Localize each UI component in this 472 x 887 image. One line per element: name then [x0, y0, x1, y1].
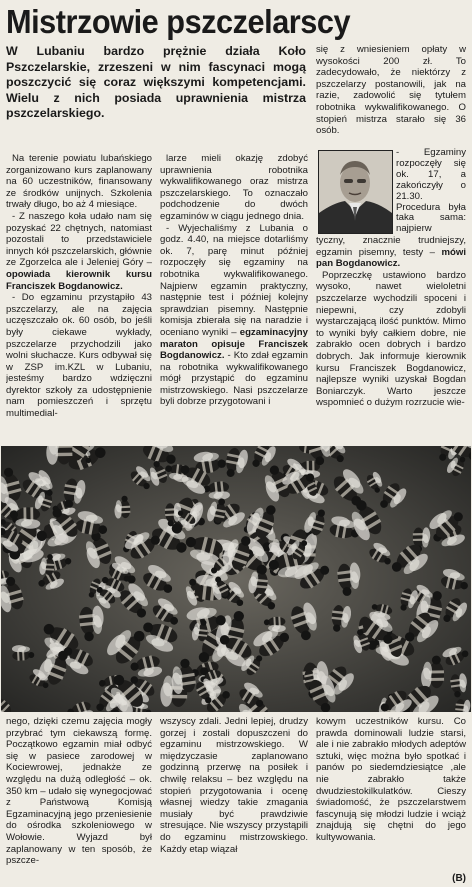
paragraph: wszyscy zdali. Jedni lepiej, drudzy gorzej i zostali dopuszczeni do egzaminu mistrzowskiego. W międzyczasie zaplanowano godzinną przerwę na posiłek i chwilę relaksu – bez względu na stopień przygotowania i ocenę własnej wiedzy takie zmagania musiały być prawdziwie stresujące. Nie wszyscy przystąpili do egzaminu mistrzowskiego. Każdy etap wiązał: [160, 716, 308, 855]
quote-attribution: egzaminacyjny maraton opisuje Franciszek Bogdanowicz.: [160, 326, 308, 362]
article-column-3-top: [316, 44, 466, 147]
author-signature: (B): [452, 873, 466, 884]
paragraph: się z wniesieniem opłaty w wysokości 200 zł. To zadecydowało, że niektórzy z pszczelarzy postanowili, jak na razie, zadowolić się tytułem robotnika wykwalifikowanego. O stopień mistrza starało się 36 osób.: [316, 44, 466, 137]
paragraph: - Egzaminy rozpoczęły się ok. 17, a zakończyły o 21.30. Procedura była taka sama: najpierw: [396, 148, 466, 234]
lead-paragraph: W Lubaniu bardzo prężnie działa Koło Pszczelarskie, zrzeszeni w nim fascynaci mogą poszczycić się coraz większymi kompetencjami. Wielu z nich posiada uprawnienia mistrza pszczelarskiego.: [6, 44, 306, 120]
portrait-photo: [318, 150, 393, 234]
article-column-2: [160, 153, 308, 436]
paragraph: nego, dzięki czemu zajęcia mogły przybrać tym ciekawszą formę. Początkowo egzamin miał odbyć się w pasiece zarodowej w Kociewrowej, jednakże ze względu na dużą odległość – ok. 350 km – udało się wynegocjować z Państwową Komisją Egzaminacyjną jego przeniesienie do ośrodka szkoleniowego w Wołowie. Wyjazd był zaplanowany w ten sposób, że pszcze-: [6, 716, 152, 867]
quote-attribution: opowiada kierownik kursu Franciszek Bogdanowicz.: [6, 268, 152, 292]
paragraph: Poprzeczkę ustawiono bardzo wysoko, nawet wieloletni pszczelarze wychodzili spoceni i niepewni, czy zdobyli wystarczającą ilość punktów. Mimo to wyniki były całkiem dobre, nie zabrakło ocen dobrych i bardzo dobrych. Jak informuje kierownik kursu Franciszek Bogdanowicz, najlepsze wyniki uzyskał Bogdan Boniarczyk. Warto jeszcze wspomnieć o dużym rozrzucie wie-: [316, 269, 466, 409]
paragraph: Na terenie powiatu lubańskiego zorganizowano kurs zaplanowany na 60 uczestników, finansowany ze środków unijnych. Szkolenia trwały długo, bo aż 4 miesiące.: [6, 153, 152, 211]
article-column-3-beside-photo: [396, 148, 466, 234]
article-column-6: [316, 716, 466, 884]
headline: Mistrzowie pszczelarscy: [6, 3, 351, 40]
paragraph: - Do egzaminu przystąpiło 43 pszczelarzy, ale na zajęcia uczęszczało ok. 60 osób, bo jeśli były ciekawe wykłady, pszczelarze przychodzili jako wolni słuchacze. Kurs odbywał się w ZSP im.KZL w Lubaniu, jesteśmy bardzo wdzięczni dyrektor szkoły za udostępnienie nam pomieszczeń i sprzętu multimedial-: [6, 292, 152, 420]
article-column-1: [6, 153, 152, 436]
paragraph: - Z naszego koła udało nam się pozyskać 22 chętnych, natomiast pozostali to przedstawiciele innych kół pszczelarskich, głównie ze Zgorzelca ale i Jeleniej Góry – opowiada kierownik kursu Franciszek Bogdanowicz.: [6, 210, 152, 292]
bees-photo: [1, 446, 471, 712]
paragraph: - Wyjechaliśmy z Lubania o godz. 4.40, na miejsce dotarliśmy ok. 7, parę minut później rozpoczęły się egzaminy na robotnika wykwalifikowanego. Najpierw egzamin praktyczny, następnie test i później kolejny sprawdzian pisemny. Następnie komisja zbierała się na naradzie i oceniano wyniki – egzaminacyjny maraton opisuje Franciszek Bogdanowicz. - Kto zdał egzamin na robotnika wykwalifikowanego mógł przystąpić do egzaminu mistrzowskiego. Nasi pszczelarze byli dobrze przygotowani i: [160, 222, 308, 408]
article-column-4: [6, 716, 152, 884]
paragraph: tyczny, znacznie trudniejszy, egzamin pisemny, testy – mówi pan Bogdanowicz.: [316, 235, 466, 270]
paragraph: kowym uczestników kursu. Co prawda dominowali ludzie starsi, ale i nie zabrakło młodych adeptów sztuki, więc można było spotkać i panów po siedemdziesiątce ,ale nie zabrakło także dwudziestokilkulatków. Cieszy świadomość, że pszczelarstwem fascynują się młodzi ludzie i wciąż znajdują się chętni do jego kultywowania.: [316, 716, 466, 843]
article-column-5: [160, 716, 308, 884]
article-column-3-bottom: [316, 235, 466, 440]
quote-attribution: mówi pan Bogdanowicz.: [316, 246, 466, 270]
paragraph: larze mieli okazję zdobyć uprawnienia robotnika wykwalifikowanego oraz mistrza pszczelarskiego. To oznaczało podchodzenie do dwóch egzaminów w ciągu jednego dnia.: [160, 153, 308, 222]
